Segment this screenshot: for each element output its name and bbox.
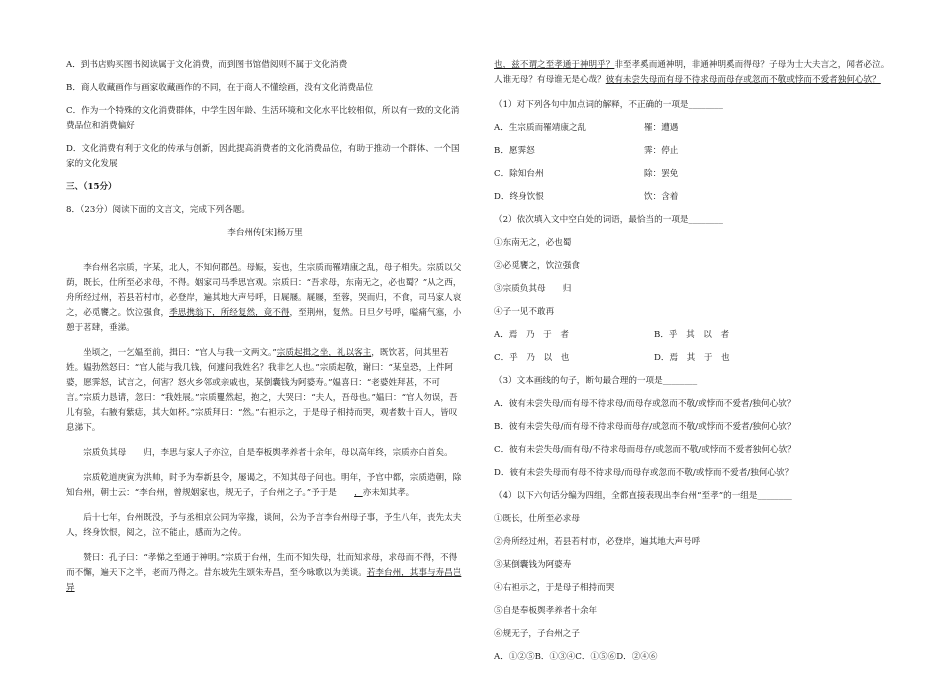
q1-option-gloss: 罹：遭遇 bbox=[644, 123, 679, 133]
q2-option-c: C．乎 乃 以 也 bbox=[494, 353, 570, 363]
q1-option-text: C．除知台州 bbox=[494, 169, 544, 179]
q2-item: ②必觅饔之，饮泣强食 bbox=[494, 261, 580, 271]
q1-option-gloss: 除：罢免 bbox=[644, 169, 679, 179]
text-run: ，既饮茗，问其里若姓。媪勃然怒曰：“官人能与我几钱，何遽问我姓名？我非乞人也。”宗质起敬，谢曰：“某皇恐，上件阿婆，愿霁怒，试言之，何害？怒火乡邻或亲戚也，某倒囊钱为阿婆寿。”媪喜曰：“老婆姓拜甚，不可言。”宗质力恳请，忽曰：“我姓展。”宗质矍然起，抱之，大哭曰：“夫人，吾母也。”媪曰：“官人勿误，吾儿有验，右腋有紫痣，其大如杯。”宗质拜曰：“然。”右袒示之，于是母子相持而哭，观者数十百人，皆叹息涕下。 bbox=[66, 348, 458, 433]
q2-options-row bbox=[494, 328, 894, 343]
text-run: 坐顷之，一乞媪至前，揖曰：“官人与我一文两文。” bbox=[83, 348, 277, 358]
option-d: D．文化消费有利于文化的传承与创新，因此提高消费者的文化消费品位，有助于推动一个群体、一个国家的文化发展 bbox=[66, 144, 460, 169]
text-run: 李台州名宗质，字某，北人，不知何郡邑。母娠，妄也，生宗质而罹靖康之乱，母子相失。宗质以父荫，既长，仕所至必求母，不得。姻家司马季思宫观。宗质曰：“吾求母，东南无之，必也蜀？”从之西，舟所经过州，若县若村市，必登岸，遍其地大声号呼，日屣屦。屣屦，至蓉，哭而归，不食，司马家人哀之，必觅饔之。饮泣强食， bbox=[66, 263, 462, 318]
q2-option-b: B．乎 其 以 者 bbox=[654, 330, 730, 340]
underlined-text: 若李台州，其事与寿昌岂异 bbox=[66, 568, 462, 593]
q2-options-row bbox=[494, 351, 894, 366]
underlined-text: 宗质起揖之坐，礼以客主 bbox=[276, 348, 372, 358]
q2-item: ③宗质负其母 归 bbox=[494, 284, 572, 294]
q4-item: ①既长，仕所至必求母 bbox=[494, 514, 580, 524]
q4-item: ⑥规无子，子台州之子 bbox=[494, 629, 580, 639]
option-a: A．到书店购买图书阅读属于文化消费，而到图书馆借阅则不属于文化消费 bbox=[66, 60, 348, 70]
q4-item: ④右袒示之，于是母子相持而哭 bbox=[494, 583, 615, 593]
option-c: C．作为一个特殊的文化消费群体，中学生因年龄、生活环境和文化水平比较相似，所以有一致的文化消费品位和消费偏好 bbox=[66, 106, 460, 131]
passage-title: 李台州传[宋]杨万里 bbox=[227, 228, 303, 238]
text-run: 亦未知其孝。 bbox=[362, 488, 415, 498]
q1-option bbox=[494, 144, 894, 159]
question-2-prompt: （2）依次填入文中空白处的词语，最恰当的一项是________ bbox=[494, 215, 723, 225]
q2-item: ①东南无之，必也蜀 bbox=[494, 238, 572, 248]
q3-option: A．彼有未尝失母/而有母不待求母/而母存或忽而不敬/或悖而不爱者/独何心欤？ bbox=[494, 399, 796, 409]
option-b: B．商人收藏画作与画家收藏画作的不同，在于商人不懂绘画，没有文化消费品位 bbox=[66, 83, 374, 93]
question-8-prompt: 8．（23分）阅读下面的文言文，完成下列各题。 bbox=[66, 205, 250, 215]
q1-option-gloss: 饮：含着 bbox=[644, 192, 679, 202]
underlined-text: 季思携翁下，所经复然，竟不得 bbox=[169, 308, 290, 318]
left-column bbox=[66, 58, 464, 606]
passage-paragraph-3: 宗质负其母 归，李思与家人子亦泣，自是奉板舆孝养者十余年，母以高年终，宗质亦白首矣。 bbox=[83, 448, 453, 458]
underlined-text: 彼有未尝失母而有母不待求母而母存或忽而不敬或悖而不爱者独何心欤？ bbox=[605, 75, 881, 85]
q3-option: B．彼有未尝失母/而有母不待求母而母存/或忽而不敬/或悖而不爱者/独何心欤？ bbox=[494, 422, 796, 432]
passage-paragraph-2 bbox=[66, 346, 464, 436]
passage-paragraph-1 bbox=[66, 261, 464, 336]
question-4-prompt: （4）以下六句话分编为四组，全都直接表现出李台州“至孝”的一组是________ bbox=[494, 491, 792, 501]
question-3-prompt: （3）文本画线的句子，断句最合理的一项是________ bbox=[494, 376, 698, 386]
passage-paragraph-6 bbox=[66, 551, 464, 596]
q2-option-a: A．焉 乃 于 者 bbox=[494, 330, 569, 340]
underlined-text: ， bbox=[354, 488, 363, 498]
q1-option-gloss: 霁：停止 bbox=[644, 146, 679, 156]
q4-item: ③某倒囊钱为阿婆寿 bbox=[494, 560, 572, 570]
passage-continuation bbox=[494, 58, 894, 88]
text-run: ，至荆州，复然。日旦夕号呼，嗌痛气塞，小憩于茗肆，垂涕。 bbox=[66, 308, 462, 333]
q1-option-text: A．生宗质而罹靖康之乱 bbox=[494, 123, 587, 133]
underlined-text: 也，兹不谓之至孝通于神明乎？ bbox=[494, 60, 615, 70]
q3-option: C．彼有未尝失母/而有母/不待求母而母存/或忽而不敬/或悖而不爱者独何心欤？ bbox=[494, 445, 796, 455]
text-run: 宗质乾道庚寅为洪帅，时予为奉新县令，屡谒之，不知其母子问也。明年，予官中都，宗质造朝，除知台州，朝士云：“李台州，曾规姻家也，规无子，子台州之子。”予于是 bbox=[66, 473, 462, 498]
q1-option-text: B．愿霁怒 bbox=[494, 146, 535, 156]
q1-option bbox=[494, 190, 894, 205]
passage-paragraph-4 bbox=[66, 471, 464, 501]
q1-option bbox=[494, 121, 894, 136]
question-1-prompt: （1）对下列各句中加点词的解释，不正确的一项是________ bbox=[494, 100, 723, 110]
section-heading: 三、（15分） bbox=[66, 182, 117, 192]
q1-option bbox=[494, 167, 894, 182]
q2-option-d: D．焉 其 于 也 bbox=[654, 353, 730, 363]
text-run: 非至孝奚而通神明，非通神明奚而得母？子母为士大夫言之，闻者必泣。人谁无母？有母谁无是心哉？ bbox=[494, 60, 890, 85]
q4-item: ⑤自是奉板舆孝养者十余年 bbox=[494, 606, 598, 616]
q3-option: D．彼有未尝失母而有母不待求母/而母存或忽而不敬/或悖而不爱者/独何心欤？ bbox=[494, 468, 794, 478]
text-run: 赞曰：孔子曰：“孝悌之至通于神明。”宗质于台州，生而不知失母，壮而知求母，求母而不得，不得而不懈，遍天下之半，老而乃得之。昔东坡先生颂朱寿昌，至今咏歌以为美谈。 bbox=[66, 553, 458, 578]
q2-item: ④子一见不敢再 bbox=[494, 307, 555, 317]
q4-item: ②舟所经过州，若县若村市，必登岸，遍其地大声号呼 bbox=[494, 537, 701, 547]
q1-option-text: D．终身饮恨 bbox=[494, 192, 544, 202]
right-column bbox=[494, 58, 894, 673]
q4-options: A．①②⑤B．①③④C．①⑤⑥D．②④⑥ bbox=[494, 652, 658, 662]
passage-paragraph-5: 后十七年，台州既没，予与丞相京公同为宰掾，谈间，公为予言李台州母子事，予生八年，丧先太夫人，终身饮恨，阅之，泣不能止，感而为之传。 bbox=[66, 513, 462, 538]
